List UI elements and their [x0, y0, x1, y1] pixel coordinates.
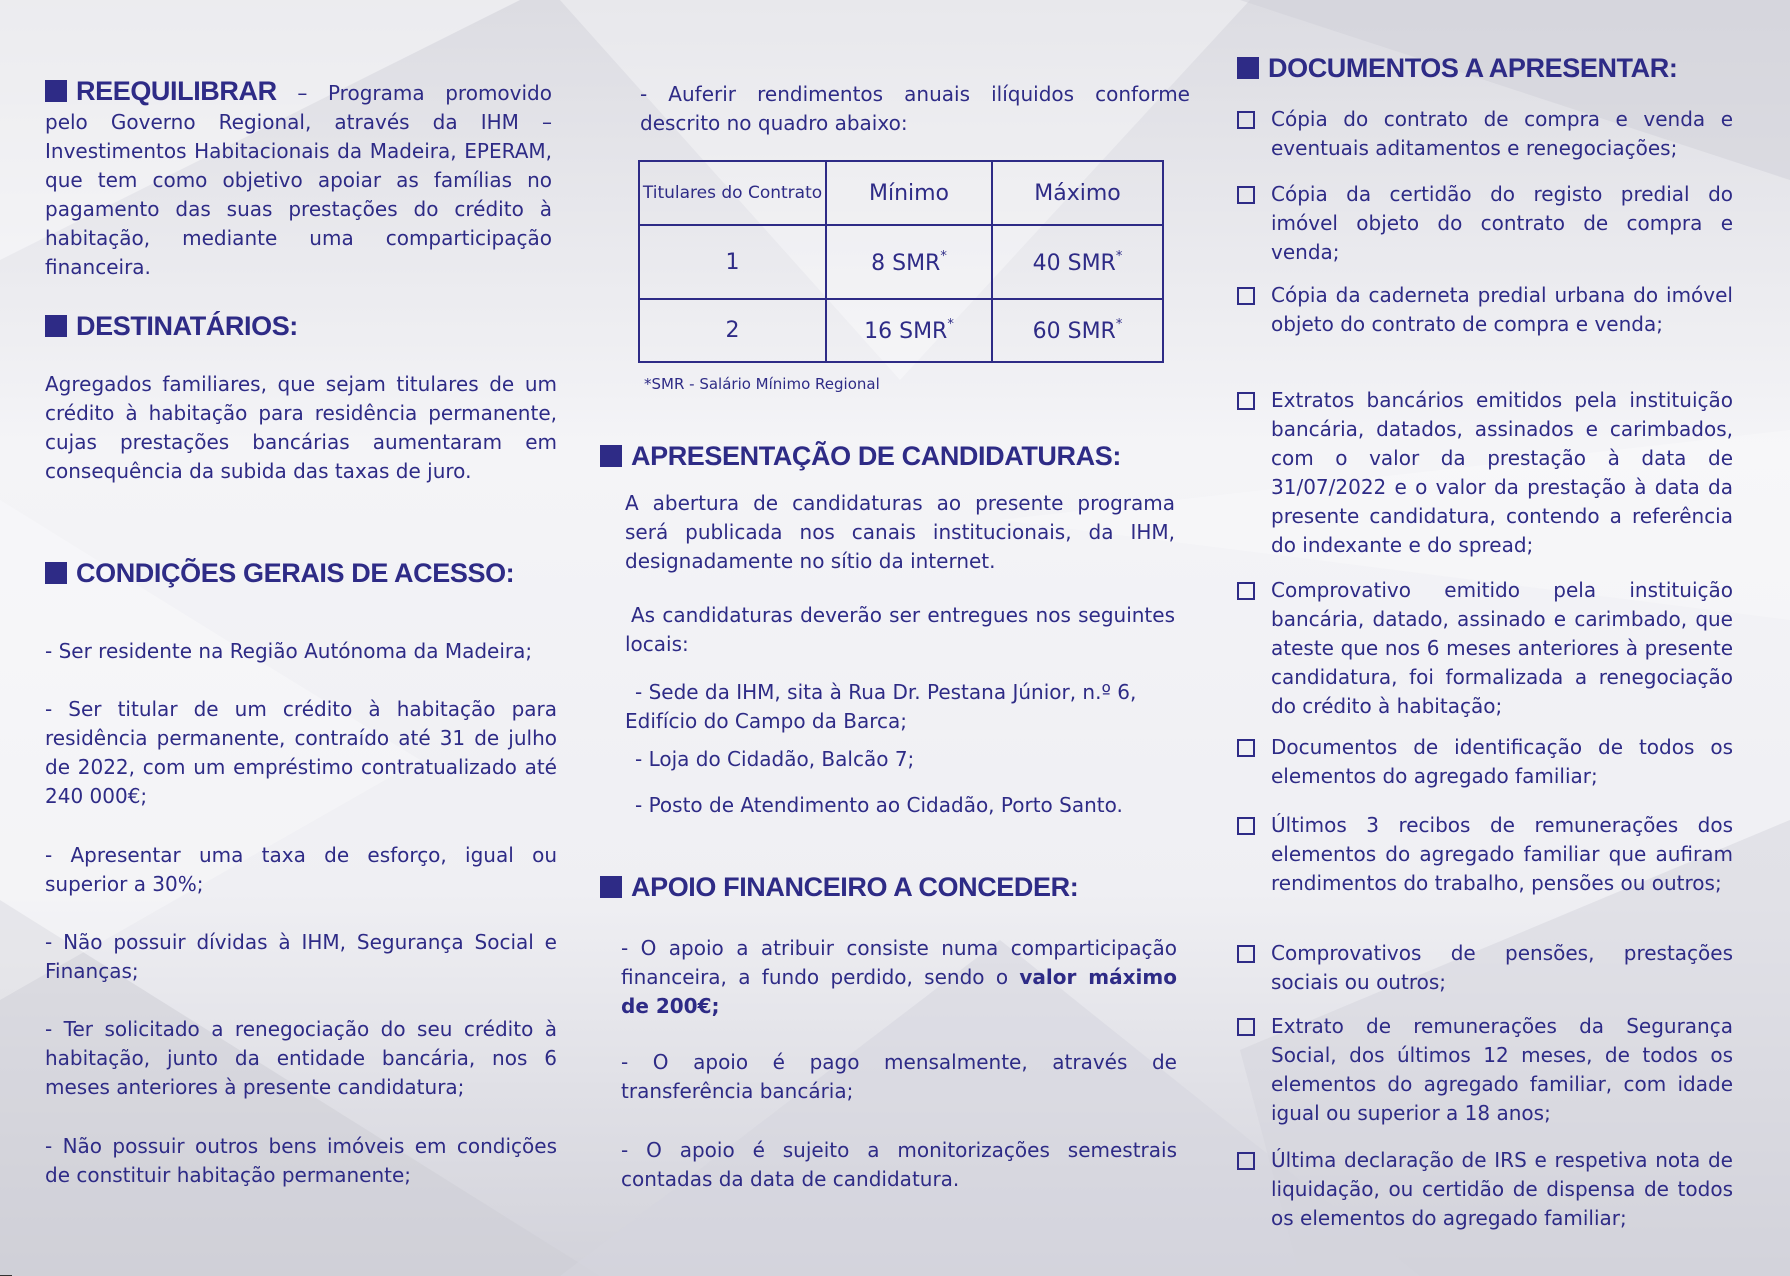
checkbox-icon — [1237, 111, 1255, 129]
destinatarios-heading: DESTINATÁRIOS: — [45, 311, 298, 342]
table-cell: 16 SMR* — [826, 299, 992, 362]
apresentacao-p2: As candidaturas deverão ser entregues nos seguintes locais: — [625, 603, 1175, 656]
square-bullet-icon — [45, 80, 67, 102]
program-title: REEQUILIBRAR — [76, 76, 277, 106]
income-table — [638, 160, 1164, 363]
condicao-item: - Ser titular de um crédito à habitação para residência permanente, contraído até 31 de julho de 2022, com um empréstimo contratualizado até 240 000€; — [45, 697, 557, 808]
table-cell: 1 — [639, 225, 826, 299]
apoio-valor-maximo: valor máximo de 200€; — [621, 965, 1177, 1018]
table-cell: 40 SMR* — [992, 225, 1163, 299]
checkbox-icon — [1237, 287, 1255, 305]
square-bullet-icon — [600, 876, 622, 898]
condicao-item: - Não possuir dívidas à IHM, Segurança Social e Finanças; — [45, 930, 557, 983]
condicao-item: - Não possuir outros bens imóveis em condições de constituir habitação permanente; — [45, 1134, 557, 1187]
condicao-item: - Ter solicitado a renegociação do seu crédito à habitação, junto da entidade bancária, nos 6 meses anteriores à presente candidatura; — [45, 1017, 557, 1099]
local-item: - Sede da IHM, sita à Rua Dr. Pestana Júnior, n.º 6, Edifício do Campo da Barca; — [625, 680, 1137, 733]
checkbox-icon — [1237, 186, 1255, 204]
checkbox-icon — [1237, 1152, 1255, 1170]
condicao-item: - Ser residente na Região Autónoma da Madeira; — [45, 639, 533, 663]
square-bullet-icon — [45, 315, 67, 337]
apoio-p2: - O apoio é pago mensalmente, através de transferência bancária; — [621, 1050, 1177, 1103]
table-cell: 60 SMR* — [992, 299, 1163, 362]
table-row — [639, 299, 1163, 362]
table-footnote: *SMR - Salário Mínimo Regional — [644, 375, 880, 393]
checkbox-icon — [1237, 582, 1255, 600]
apresentacao-p1: A abertura de candidaturas ao presente programa será publicada nos canais institucionais, da IHM, designadamente no sítio da internet. — [625, 491, 1175, 573]
condicoes-heading: CONDIÇÕES GERAIS DE ACESSO: — [45, 558, 514, 589]
apoio-heading: APOIO FINANCEIRO A CONCEDER: — [600, 872, 1078, 903]
documentos-heading: DOCUMENTOS A APRESENTAR: — [1237, 53, 1677, 84]
checkbox-icon — [1237, 1018, 1255, 1036]
table-header-cell: Máximo — [992, 161, 1163, 225]
table-cell: 2 — [639, 299, 826, 362]
square-bullet-icon — [600, 445, 622, 467]
apresentacao-heading: APRESENTAÇÃO DE CANDIDATURAS: — [600, 441, 1121, 472]
table-header-cell: Mínimo — [826, 161, 992, 225]
rendimentos-text: - Auferir rendimentos anuais ilíquidos conforme descrito no quadro abaixo: — [640, 82, 1190, 135]
square-bullet-icon — [1237, 57, 1259, 79]
intro-text: – Programa promovido pelo Governo Regional, através da IHM – Investimentos Habitacionais da Madeira, EPERAM, que tem como objetivo apoiar as famílias no pagamento das suas prestações do crédito à habitação, mediante uma comparticipação financeira. — [45, 81, 552, 279]
checkbox-icon — [1237, 739, 1255, 757]
condicao-item: - Apresentar uma taxa de esforço, igual ou superior a 30%; — [45, 843, 557, 896]
intro-paragraph — [45, 77, 552, 282]
destinatarios-text: Agregados familiares, que sejam titulares de um crédito à habitação para residência permanente, cujas prestações bancárias aumentaram em consequência da subida das taxas de juro. — [45, 372, 557, 483]
checkbox-icon — [1237, 945, 1255, 963]
table-row — [639, 225, 1163, 299]
checkbox-icon — [1237, 392, 1255, 410]
apoio-p1: - O apoio a atribuir consiste numa comparticipação financeira, a fundo perdido, sendo o valor máximo de 200€; — [621, 936, 1177, 1018]
table-header-row — [639, 161, 1163, 225]
apoio-p3: - O apoio é sujeito a monitorizações semestrais contadas da data de candidatura. — [621, 1138, 1177, 1191]
checkbox-icon — [1237, 817, 1255, 835]
local-item: - Loja do Cidadão, Balcão 7; — [635, 747, 915, 771]
local-item: - Posto de Atendimento ao Cidadão, Porto Santo. — [635, 793, 1123, 817]
table-header-cell: Titulares do Contrato — [639, 161, 826, 225]
square-bullet-icon — [45, 562, 67, 584]
table-cell: 8 SMR* — [826, 225, 992, 299]
